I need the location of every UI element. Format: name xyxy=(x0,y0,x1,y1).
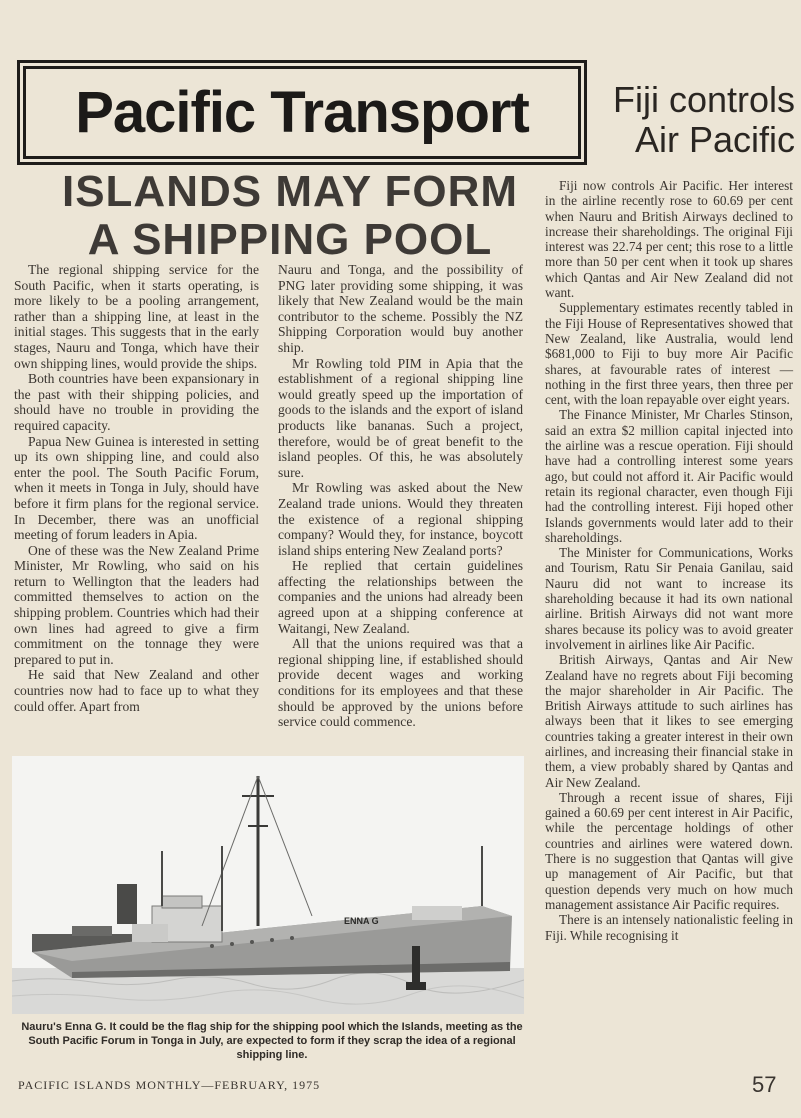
paragraph: All that the unions required was that a regional shipping line, if established should provide decent wages and working conditions for its employees and that these should be approved by the unions before service could commence. xyxy=(278,636,523,730)
photo-caption: Nauru's Enna G. It could be the flag ship for the shipping pool which the Islands, meeting as the South Pacific Forum in Tonga in July, are expected to form if they scrap the idea of a regional shipping line. xyxy=(21,1021,523,1061)
ship-name-label: ENNA G xyxy=(344,916,379,926)
main-headline-line1: ISLANDS MAY FORM xyxy=(61,167,519,216)
paragraph: Fiji now controls Air Pacific. Her interest in the airline recently rose to 60.69 per cent when Nauru and British Airways declined to increase their shareholdings. The original Fiji interest was 22.74 per cent; this rose to a little more than 50 per cent when it took up shares which Qantas and Air New Zealand did not want. xyxy=(545,178,793,301)
ship-illustration xyxy=(12,756,524,1014)
main-story-column-1 xyxy=(14,262,259,714)
paragraph: Both countries have been expansionary in the past with their shipping policies, and should have no trouble in providing the required capacity. xyxy=(14,371,259,433)
paragraph: Papua New Guinea is interested in setting up its own shipping line, and could also enter the pool. The South Pacific Forum, when it meets in Tonga in July, should have before it firm plans for the regional service. In December, there was an unofficial meeting of forum leaders in Apia. xyxy=(14,433,259,543)
side-story-column xyxy=(545,178,793,943)
section-title: Pacific Transport xyxy=(75,80,529,145)
paragraph: The Minister for Communications, Works and Tourism, Ratu Sir Penaia Ganilau, said Nauru did not want to increase its shareholding because it had its own national airline. British Airways did not want more shares because its policy was to avoid greater involvement in airlines like Air Pacific. xyxy=(545,545,793,652)
paragraph: British Airways, Qantas and Air New Zealand have no regrets about Fiji becoming the major shareholder in Air Pacific. The British Airways attitude to such airlines has always been that it likes to see emerging countries taking a greater interest in their own airlines, and increasing their financial stake in them, a view probably shared by Qantas and Air New Zealand. xyxy=(545,652,793,790)
page-footer: PACIFIC ISLANDS MONTHLY—FEBRUARY, 1975 xyxy=(18,1078,321,1092)
paragraph: There is an intensely nationalistic feeling in Fiji. While recognising it xyxy=(545,912,793,943)
paragraph: The Finance Minister, Mr Charles Stinson, said an extra $2 million capital injected into the airline was a rescue operation. Fiji should have had a controlling interest some years ago, but could not afford it. Air Pacific would retain its regional character, even though Fiji had the controlling interest. Fiji hoped other Islands governments would later add to their shareholdings. xyxy=(545,407,793,545)
paragraph: He replied that certain guidelines affecting the relationships between the companies and the unions had already been agreed upon at a shipping conference at Waitangi, New Zealand. xyxy=(278,558,523,636)
side-headline-line2: Air Pacific xyxy=(634,119,795,160)
main-headline-line2: A SHIPPING POOL xyxy=(87,215,493,264)
paragraph: He said that New Zealand and other countries now had to face up to what they could offer. Apart from xyxy=(14,667,259,714)
paragraph: Nauru and Tonga, and the possibility of PNG later providing some shipping, it was likely that New Zealand would be the main contributor to the scheme. Possibly the NZ Shipping Corporation would buy another ship. xyxy=(278,262,523,355)
side-headline xyxy=(600,80,795,160)
side-headline-line1: Fiji controls xyxy=(612,79,795,120)
paragraph: Through a recent issue of shares, Fiji gained a 60.69 per cent interest in Air Pacific, while the percentage holdings of other countries and airlines were watered down. There is no suggestion that Qantas will give up management of Air Pacific, but that question depends very much on how much management assistance Air Pacific requires. xyxy=(545,789,793,912)
ship-photo xyxy=(12,756,524,1014)
section-banner xyxy=(23,66,581,159)
main-story-column-2 xyxy=(278,262,523,730)
paragraph: Supplementary estimates recently tabled in the Fiji House of Representatives showed that New Zealand, like Australia, would lend $681,000 to Fiji to buy more Air Pacific shares, at favourable rates of interest —nothing in the first three years, then three per cent, with the loan repayable over eight years. xyxy=(545,300,793,408)
paragraph: One of these was the New Zealand Prime Minister, Mr Rowling, who said on his return to Wellington that the leaders had committed themselves to action on the shipping problem. Countries which had their own lines had agreed to give a firm commitment on the tonnage they were prepared to put in. xyxy=(14,542,259,667)
paragraph: Mr Rowling was asked about the New Zealand trade unions. Would they threaten the existence of a regional shipping company? Would they, for instance, boycott island ships entering New Zealand ports? xyxy=(278,480,523,558)
paragraph: Mr Rowling told PIM in Apia that the establishment of a regional shipping line would greatly speed up the importation of goods to the islands and the export of island products like bananas. Such a project, therefore, would be of great benefit to the island peoples. Of this, he was absolutely sure. xyxy=(278,355,523,480)
paragraph: The regional shipping service for the South Pacific, when it starts operating, is more likely to be a pooling arrangement, rather than a shipping line, at least in the initial stages. This suggests that in the early stages, Nauru and Tonga, which have their own shipping lines, would provide the ships. xyxy=(14,262,259,371)
page-number: 57 xyxy=(752,1072,777,1097)
main-headline xyxy=(30,168,550,264)
